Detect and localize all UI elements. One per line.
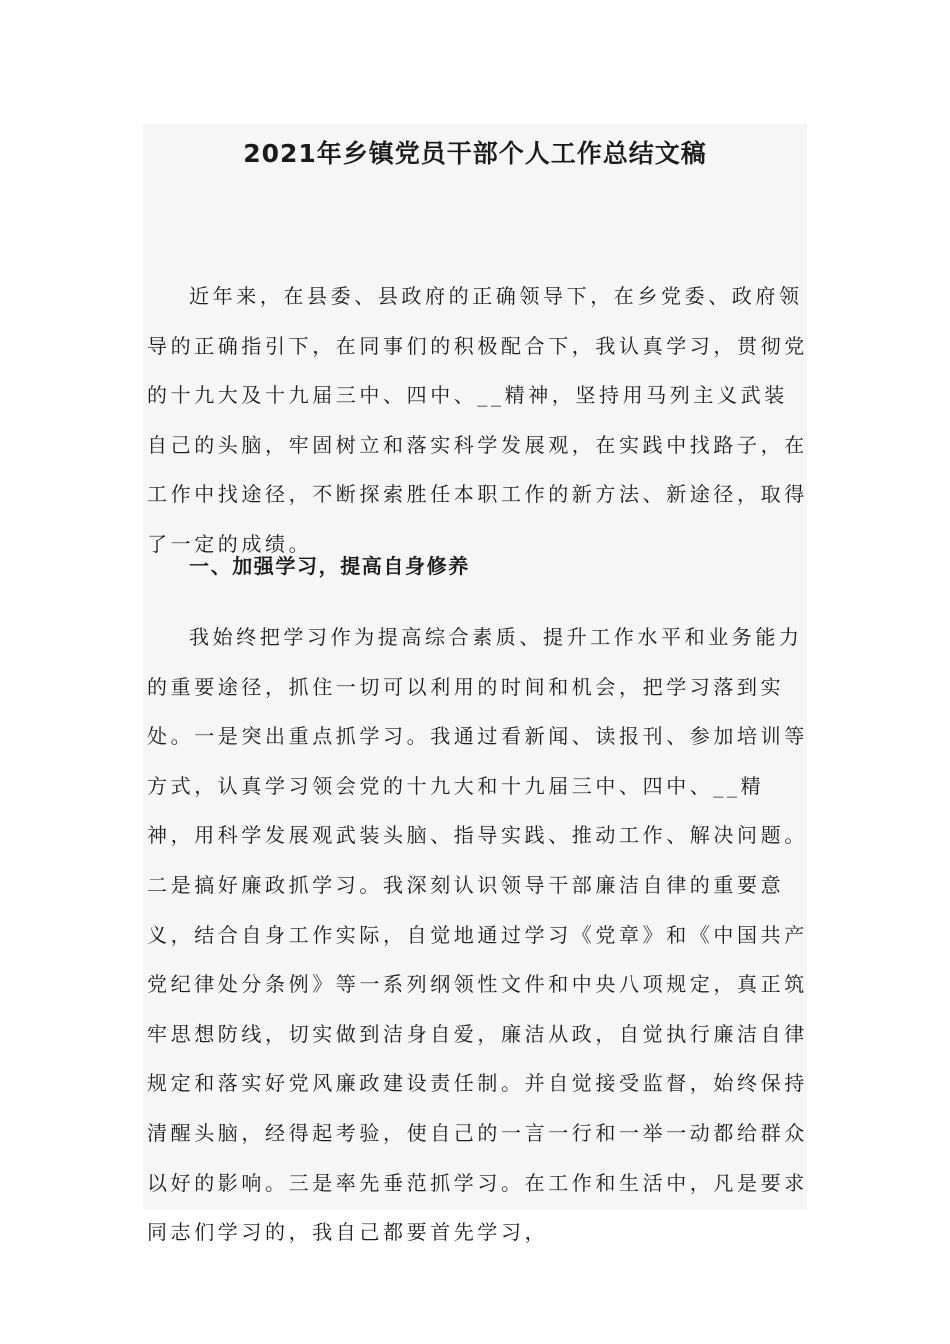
intro-paragraph: 近年来，在县委、县政府的正确领导下，在乡党委、政府领导的正确指引下，在同事们的积极配合下，我认真学习，贯彻党的十九大及十九届三中、四中、__精神，坚持用马列主义武装自己的头脑，牢固树立和落实科学发展观，在实践中找路子，在工作中找途径，不断探索胜任本职工作的新方法、新途径，取得了一定的成绩。 xyxy=(147,284,808,556)
body-paragraph: 我始终把学习作为提高综合素质、提升工作水平和业务能力的重要途径，抓住一切可以利用的时间和机会，把学习落到实处。一是突出重点抓学习。我通过看新闻、读报刊、参加培训等方式，认真学习领会党的十九大和十九届三中、四中、__精神，用科学发展观武装头脑、指导实践、推动工作、解决问题。二是搞好廉政抓学习。我深刻认识领导干部廉洁自律的重要意义，结合自身工作实际，自觉地通过学习《党章》和《中国共产党纪律处分条例》等一系列纲领性文件和中央八项规定，真正筑牢思想防线，切实做到洁身自爱，廉洁从政，自觉执行廉洁自律规定和落实好党风廉政建设责任制。并自觉接受监督，始终保持清醒头脑，经得起考验，使自己的一言一行和一举一动都给群众以好的影响。三是率先垂范抓学习。在工作和生活中，凡是要求同志们学习的，我自己都要首先学习， xyxy=(147,625,808,1245)
section-heading: 一、加强学习，提高自身修养 xyxy=(189,554,470,578)
document-title: 2021年乡镇党员干部个人工作总结文稿 xyxy=(243,139,707,168)
